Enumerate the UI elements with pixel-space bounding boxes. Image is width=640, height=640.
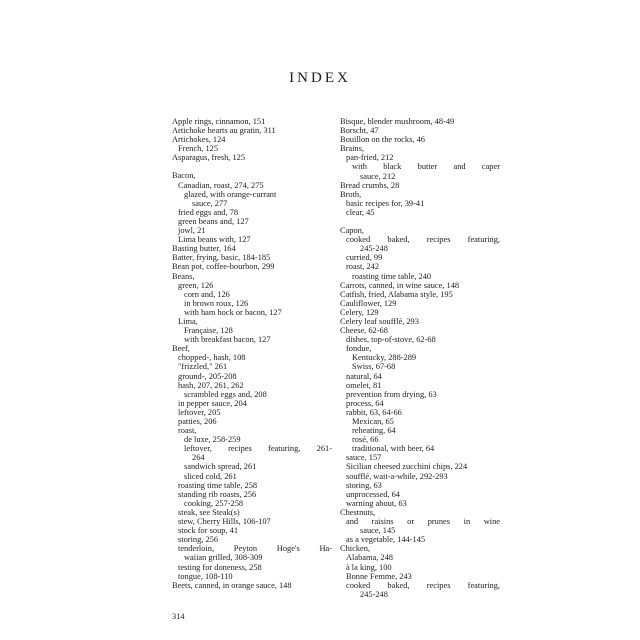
index-subentry: roast, 242: [346, 262, 380, 272]
index-column-left: [172, 117, 332, 590]
index-subentry: Lima beans with, 127: [178, 235, 251, 245]
index-subentry: process, 64: [346, 398, 384, 408]
index-subentry: sliced cold, 261: [184, 471, 237, 481]
index-entry: Apple rings, cinnamon, 151: [172, 117, 266, 126]
index-subentry: steak, see Steak(s): [178, 507, 240, 517]
index-entry: Borscht, 47: [340, 126, 379, 136]
index-entry: Capon,: [340, 226, 364, 236]
index-subentry: Swiss, 67-68: [352, 362, 396, 372]
index-subentry: natural, 64: [346, 371, 382, 381]
index-subentry: green beans and, 127: [178, 216, 249, 226]
index-entry: Beans,: [172, 271, 195, 281]
letter-group-gap: [172, 162, 332, 171]
index-subentry: Canadian, roast, 274, 275: [178, 180, 264, 190]
index-entry: Chestnuts,: [340, 507, 376, 517]
index-subentry: standing rib roasts, 256: [178, 489, 257, 499]
index-entry: Beets, canned, in orange sauce, 148: [172, 580, 292, 590]
index-subentry: cooking, 257-258: [184, 498, 244, 508]
index-entry: Bacon,: [172, 171, 196, 181]
index-subentry: green, 126: [178, 280, 214, 290]
index-subentry: with black butter and caper: [352, 162, 500, 172]
index-subentry: leftover, 205: [178, 407, 221, 417]
index-entry: Celery leaf soufflé, 293: [340, 316, 419, 326]
index-subentry: Bonne Femme, 243: [346, 571, 412, 581]
letter-group-gap: [340, 217, 500, 226]
index-subentry: 245-248: [360, 589, 388, 599]
index-subentry: clear, 45: [346, 207, 375, 217]
index-subentry: prevention from drying, 63: [346, 389, 437, 399]
index-subentry: with ham hock or bacon, 127: [184, 307, 282, 317]
index-subentry: waiian grilled, 308-309: [184, 553, 263, 563]
index-entry: Catfish, fried, Alabama style, 195: [340, 289, 453, 299]
index-subentry: tenderloin, Peyton Hoge's Ha-: [178, 544, 332, 554]
index-subentry: glazed, with orange-currant: [184, 189, 277, 199]
index-subentry: sandwich spread, 261: [184, 462, 257, 472]
index-entry: Brains,: [340, 144, 364, 154]
index-subentry: in brown roux, 126: [184, 298, 249, 308]
index-subentry: as a vegetable, 144-145: [346, 535, 426, 545]
index-subentry: cooked baked, recipes featuring,: [346, 580, 500, 590]
index-subentry: testing for doneness, 258: [178, 562, 262, 572]
index-subentry: ground-, 205-208: [178, 371, 237, 381]
index-entry: Batter, frying, basic, 184-185: [172, 253, 271, 263]
index-subentry: and raisins or prunes in wine: [346, 517, 500, 527]
index-entry: Cheese, 62-68: [340, 326, 388, 336]
index-subentry: leftover, recipes featuring, 261-: [184, 444, 332, 454]
index-entry: Asparagus, fresh, 125: [172, 153, 246, 163]
index-subentry: omelet, 81: [346, 380, 382, 390]
index-entry: Bread crumbs, 28: [340, 180, 400, 190]
index-subentry: sauce, 277: [192, 198, 228, 208]
index-subentry: chopped-, hash, 108: [178, 353, 246, 363]
index-subentry: patties, 206: [178, 417, 217, 426]
index-subentry: sauce, 212: [360, 171, 396, 181]
index-subentry: dishes, top-of-stove, 62-68: [346, 335, 436, 345]
index-subentry: sauce, 145: [360, 526, 396, 536]
index-entry: Bean pot, coffee-bourbon, 299: [172, 262, 275, 272]
index-subentry: Mexican, 65: [352, 417, 394, 426]
index-entry: Cauliflower, 129: [340, 298, 397, 308]
page-number: 314: [172, 612, 185, 621]
index-subentry: Sicilian cheesed zucchini chips, 224: [346, 462, 468, 472]
index-entry: Bisque, blender mushroom, 48-49: [340, 117, 455, 126]
index-subentry: à la king, 100: [346, 562, 392, 572]
index-subentry: stock for soup, 41: [178, 526, 239, 536]
index-entry: Chicken,: [340, 544, 371, 554]
index-subentry: Française, 128: [184, 326, 233, 336]
index-subentry: 245-248: [360, 244, 388, 254]
index-column-right: [340, 117, 500, 599]
index-subentry: warning about, 63: [346, 498, 407, 508]
index-subentry: hash, 207, 261, 262: [178, 380, 244, 390]
index-subentry: "frizzled," 261: [178, 362, 228, 372]
index-subentry: 264: [192, 453, 205, 463]
index-entry: Celery, 129: [340, 307, 379, 317]
index-subentry: rosé, 66: [352, 435, 379, 445]
index-subentry: storing, 63: [346, 480, 382, 490]
index-subentry: fried eggs and, 78: [178, 207, 239, 217]
index-subentry: roasting time table, 240: [352, 271, 432, 281]
index-subentry: corn and, 126: [184, 289, 230, 299]
index-entry: Beef,: [172, 344, 190, 354]
index-subentry: cooked baked, recipes featuring,: [346, 235, 500, 245]
index-subentry: roasting time table, 258: [178, 480, 258, 490]
index-entry: Broth,: [340, 189, 362, 199]
index-subentry: sauce, 157: [346, 453, 382, 463]
index-subentry: Lima,: [178, 316, 198, 326]
index-entry: Carrots, canned, in wine sauce, 148: [340, 280, 460, 290]
index-subentry: with breakfast bacon, 127: [184, 335, 271, 345]
index-subentry: rabbit, 63, 64-66: [346, 407, 402, 417]
index-subentry: basic recipes for, 39-41: [346, 198, 425, 208]
index-subentry: soufflé, wait-a-while, 292-293: [346, 471, 448, 481]
index-subentry: reheating, 64: [352, 426, 396, 436]
index-subentry: pan-fried, 212: [346, 153, 394, 163]
index-entry: Artichoke hearts au gratin, 311: [172, 126, 276, 136]
index-subentry: in pepper sauce, 204: [178, 398, 247, 408]
index-subentry: de luxe, 258-259: [184, 435, 241, 445]
index-subentry: unprocessed, 64: [346, 489, 400, 499]
index-entry: Basting butter, 164: [172, 244, 236, 254]
index-subentry: Kentucky, 288-289: [352, 353, 417, 363]
index-subentry: roast,: [178, 426, 197, 436]
index-subentry: French, 125: [178, 144, 219, 154]
index-subentry: traditional, with beer, 64: [352, 444, 435, 454]
index-subentry: fondue,: [346, 344, 372, 354]
index-subentry: curried, 99: [346, 253, 383, 263]
index-entry: Artichokes, 124: [172, 135, 226, 145]
index-entry: Bouillon on the rocks, 46: [340, 135, 425, 145]
index-subentry: storing, 256: [178, 535, 219, 545]
index-subentry: Alabama, 248: [346, 553, 393, 563]
index-subentry: scrambled eggs and, 208: [184, 389, 267, 399]
index-subentry: tongue, 108-110: [178, 571, 233, 581]
index-subentry: stew, Cherry Hills, 106-107: [178, 517, 271, 527]
index-subentry: jowl, 21: [178, 226, 206, 236]
page-title: INDEX: [289, 70, 351, 86]
